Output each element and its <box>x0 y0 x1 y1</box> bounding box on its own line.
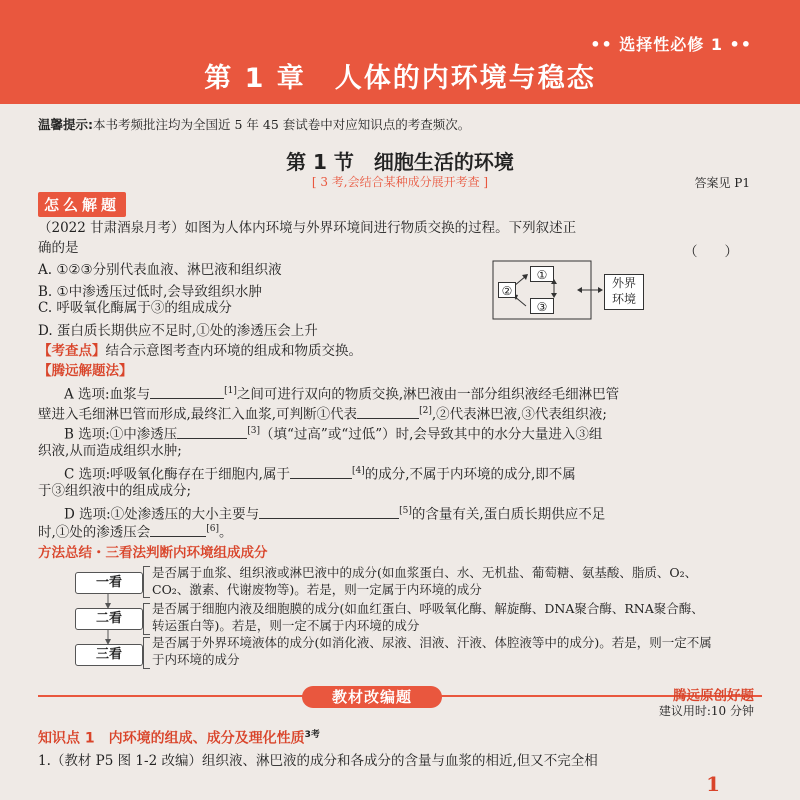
tip-text: 本书考频批注均为全国近 5 年 45 套试卷中对应知识点的考查频次。 <box>93 117 471 132</box>
blank-3-mark: [3] <box>247 426 261 436</box>
option-d: D. 蛋白质长期供应不足时,①处的渗透压会上升 <box>38 323 318 339</box>
look-2-text: 是否属于细胞内液及细胞膜的成分(如血红蛋白、呼吸氧化酶、解旋酶、DNA聚合酶、RNA聚合酶、转运蛋白等)。若是，则一定不属于内环境的成分 <box>152 601 704 633</box>
blank-1[interactable] <box>150 386 224 399</box>
blank-1-mark: [1] <box>224 386 237 396</box>
look-1-label: 一看 <box>75 572 143 594</box>
step-d-text-4: 。 <box>219 524 233 541</box>
step-d-text-2: 的含量有关,蛋白质长期供应不足 <box>411 506 606 523</box>
box-2: ② <box>498 282 516 298</box>
outside-line-1: 外界 <box>611 276 636 290</box>
step-c-line-2: 于③组织液中的组成成分; <box>38 483 192 499</box>
answer-paren: （ ） <box>684 244 738 260</box>
step-a-text-3: 壁进入毛细淋巴管而形成,最终汇入血浆,可判断①代表 <box>38 406 358 423</box>
answer-reference: 答案见 P1 <box>694 176 750 190</box>
knowledge-point-text: 知识点 1 内环境的组成、成分及理化性质 <box>38 730 305 747</box>
section-title: 第 1 节 细胞生活的环境 <box>286 150 514 174</box>
box-1: ① <box>530 266 554 282</box>
exam-point <box>38 342 762 360</box>
blank-6-mark: [6] <box>206 524 220 534</box>
option-b: B. ①中渗透压过低时,会导致组织水肿 <box>38 284 262 300</box>
look-3-text: 是否属于外界环境液体的成分(如消化液、尿液、泪液、汗液、体腔液等中的成分)。若是，则一定不属于内环境的成分 <box>152 635 712 667</box>
exam-point-label: 【考查点】 <box>38 343 106 359</box>
step-c-line-1 <box>38 462 762 484</box>
step-b-text-1: B 选项:①中渗透压 <box>64 426 178 443</box>
chapter-header-band <box>0 0 800 104</box>
look-3-brace <box>143 637 150 669</box>
original-questions-label: 腾远原创好题 <box>673 688 754 704</box>
question-line-1: （2022 甘肃酒泉月考）如图为人体内环境与外界环境间进行物质交换的过程。下列叙述正 <box>38 220 577 236</box>
tip-label: 温馨提示: <box>38 117 93 132</box>
step-a-line-2 <box>38 402 762 424</box>
knowledge-point-title <box>38 727 320 748</box>
knowledge-point-count: 3考 <box>304 730 320 740</box>
reminder-tip <box>38 116 762 134</box>
step-b-text-2: （填“过高”或“过低”）时,会导致其中的水分大量进入③组 <box>260 426 603 443</box>
exam-point-text: 结合示意图考查内环境的组成和物质交换。 <box>105 343 362 359</box>
look-3-label: 三看 <box>75 644 143 666</box>
diagram-arrows <box>492 260 682 322</box>
method-summary-title: 方法总结・三看法判断内环境组成成分 <box>38 545 268 561</box>
outside-line-2: 环境 <box>611 292 636 306</box>
exchange-diagram <box>492 260 682 322</box>
method-label: 【腾远解题法】 <box>38 363 133 379</box>
outside-environment-box <box>604 274 644 310</box>
page-number: 1 <box>706 772 720 796</box>
chapter-title: 第 1 章 人体的内环境与稳态 <box>204 63 596 94</box>
blank-4[interactable] <box>290 466 352 479</box>
look-1-brace <box>143 566 150 598</box>
question-line-2: 确的是 <box>38 240 79 256</box>
step-d-text-3: 时,①处的渗透压会 <box>38 524 151 541</box>
look-2-label: 二看 <box>75 608 143 630</box>
step-a-text-2: 之间可进行双向的物质交换,淋巴液由一部分组织液经毛细淋巴管 <box>236 386 620 403</box>
question-1: 1.（教材 P5 图 1-2 改编）组织液、淋巴液的成分和各成分的含量与血浆的相近,但又不完全相 <box>38 753 598 769</box>
look-1-text: 是否属于血浆、组织液或淋巴液中的成分(如血浆蛋白、水、无机盐、葡萄糖、氨基酸、脂质、O₂、CO₂、激素、代谢废物等)。若是，则一定属于内环境的成分 <box>152 565 698 597</box>
option-c: C. 呼吸氧化酶属于③的组成成分 <box>38 300 232 316</box>
step-c-text-1: C 选项:呼吸氧化酶存在于细胞内,属于 <box>64 466 290 483</box>
blank-5[interactable] <box>259 506 399 519</box>
step-a-text-1: A 选项:血浆与 <box>64 386 151 403</box>
how-to-solve-badge: 怎么解题 <box>38 192 126 217</box>
step-b-line-1 <box>38 422 762 444</box>
blank-6[interactable] <box>150 524 206 537</box>
blank-3[interactable] <box>177 426 247 439</box>
look-2-brace <box>143 603 150 635</box>
blank-4-mark: [4] <box>351 466 365 476</box>
series-label: •• 选择性必修 1 •• <box>590 35 752 54</box>
step-a-line-1 <box>38 382 762 404</box>
step-a-text-4: ,②代表淋巴液,③代表组织液; <box>431 406 607 423</box>
suggested-time: 建议用时:10 分钟 <box>658 704 754 718</box>
step-d-text-1: D 选项:①处渗透压的大小主要与 <box>64 506 260 523</box>
textbook-adapted-badge: 教材改编题 <box>302 686 442 708</box>
blank-5-mark: [5] <box>399 506 412 516</box>
blank-2[interactable] <box>357 406 419 419</box>
step-c-text-2: 的成分,不属于内环境的成分,即不属 <box>364 466 576 483</box>
box-3: ③ <box>530 298 554 314</box>
step-d-line-2 <box>38 520 762 542</box>
blank-2-mark: [2] <box>419 406 432 416</box>
section-exam-note: [ 3 考,会结合某种成分展开考查 ] <box>311 175 489 189</box>
step-b-line-2: 织液,从而造成组织水肿; <box>38 443 182 459</box>
option-a: A. ①②③分别代表血液、淋巴液和组织液 <box>38 262 282 278</box>
